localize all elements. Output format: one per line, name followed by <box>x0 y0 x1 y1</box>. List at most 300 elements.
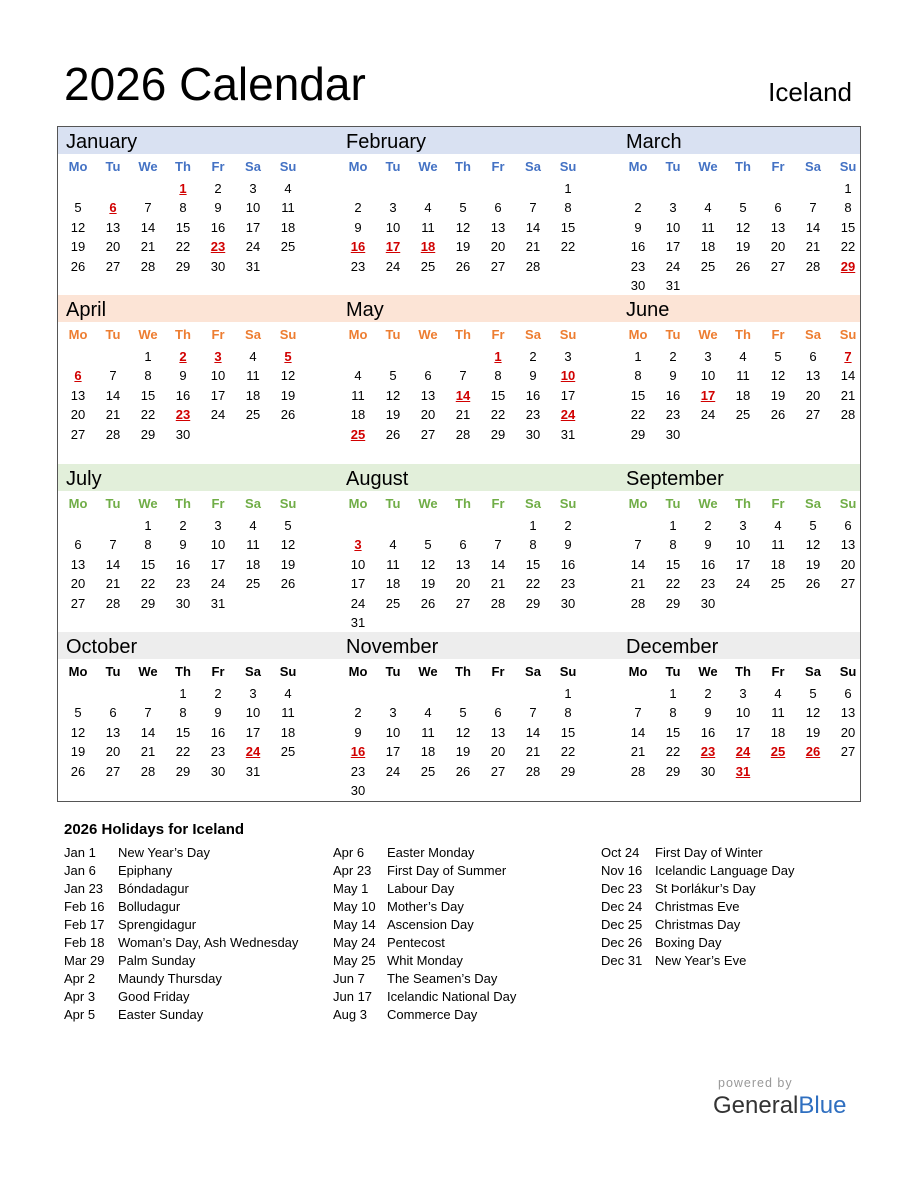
calendar-day: 22 <box>525 576 541 592</box>
calendar-day: 7 <box>634 705 642 721</box>
calendar-day: 18 <box>700 239 716 255</box>
calendar-day: 22 <box>665 576 681 592</box>
calendar-day: 10 <box>210 368 226 384</box>
holiday-name: Icelandic Language Day <box>655 863 795 878</box>
calendar-day: 4 <box>424 705 432 721</box>
weekday-header: Su <box>839 496 857 511</box>
weekday-header: Su <box>839 664 857 679</box>
holidays-title: 2026 Holidays for Iceland <box>64 821 245 838</box>
calendar-day: 16 <box>630 239 646 255</box>
calendar-day: 23 <box>700 576 716 592</box>
calendar-day: 19 <box>70 744 86 760</box>
calendar-day: 22 <box>175 239 191 255</box>
calendar-day: 18 <box>280 724 296 740</box>
calendar-day: 27 <box>70 595 86 611</box>
calendar-day: 14 <box>630 724 646 740</box>
quarter-band <box>58 464 860 491</box>
holiday-name: Bóndadagur <box>118 881 189 896</box>
holiday-date: 14 <box>455 387 471 403</box>
holiday-date: 17 <box>385 239 401 255</box>
weekday-header: Mo <box>628 159 648 174</box>
calendar-day: 20 <box>840 724 856 740</box>
calendar-day: 6 <box>844 518 852 533</box>
calendar-day: 14 <box>140 724 156 740</box>
holiday-date-label: Jan 23 <box>64 881 104 896</box>
calendar-day: 29 <box>665 763 681 779</box>
holiday-date: 24 <box>735 744 751 760</box>
calendar-day: 14 <box>525 219 541 235</box>
weekday-header: Th <box>175 664 191 679</box>
calendar-day: 22 <box>140 407 156 423</box>
calendar-day: 19 <box>420 576 436 592</box>
holiday-row <box>333 862 516 880</box>
calendar-day: 7 <box>809 200 817 216</box>
calendar-day: 20 <box>420 407 436 423</box>
calendar-day: 29 <box>140 426 156 442</box>
holiday-row <box>64 880 298 898</box>
weekday-header: Fr <box>771 159 785 174</box>
calendar-day: 9 <box>354 219 362 235</box>
holiday-row <box>601 934 795 952</box>
quarter-band <box>58 127 860 154</box>
holiday-row <box>64 844 298 862</box>
weekday-header: Th <box>175 327 191 342</box>
calendar-day: 11 <box>351 387 365 403</box>
calendar-day: 12 <box>805 705 821 721</box>
holiday-name: Palm Sunday <box>118 953 196 968</box>
month-name: September <box>626 468 724 490</box>
month-name: February <box>346 131 427 153</box>
holiday-date-label: May 1 <box>333 881 369 896</box>
calendar-day: 30 <box>175 426 191 442</box>
weekday-header: Th <box>455 159 471 174</box>
weekday-header: Fr <box>491 159 505 174</box>
month-name: August <box>346 468 409 490</box>
calendar-day: 15 <box>175 724 191 740</box>
holiday-date: 25 <box>770 744 786 760</box>
weekday-header: Mo <box>348 496 368 511</box>
holiday-name: Ascension Day <box>387 917 474 932</box>
holiday-date: 23 <box>175 407 191 423</box>
holiday-date-label: Apr 6 <box>333 845 365 860</box>
calendar-day: 2 <box>704 518 712 533</box>
calendar-day: 4 <box>424 200 432 216</box>
calendar-day: 17 <box>350 576 366 592</box>
calendar-day: 30 <box>630 278 646 293</box>
calendar-day: 24 <box>210 407 226 423</box>
weekday-header: Su <box>839 159 857 174</box>
quarter-band <box>58 295 860 322</box>
calendar-day: 10 <box>245 200 261 216</box>
holiday-date-label: Apr 23 <box>333 863 372 878</box>
holiday-list-column-1 <box>64 844 298 1024</box>
holiday-name: Easter Monday <box>387 845 475 860</box>
calendar-day: 5 <box>774 349 782 364</box>
calendar-day: 7 <box>494 537 502 553</box>
weekday-header: Fr <box>491 664 505 679</box>
calendar-day: 5 <box>74 705 82 721</box>
calendar-day: 21 <box>525 239 541 255</box>
calendar-day: 25 <box>245 407 261 423</box>
calendar-day: 30 <box>175 595 191 611</box>
calendar-day: 4 <box>249 349 257 364</box>
weekday-header: Sa <box>805 327 821 342</box>
calendar-day: 20 <box>105 744 121 760</box>
country-label: Iceland <box>768 77 852 107</box>
calendar-day: 4 <box>354 368 362 384</box>
calendar-day: 16 <box>700 724 716 740</box>
calendar-day: 1 <box>669 518 677 533</box>
holiday-name: Commerce Day <box>387 1007 478 1022</box>
holiday-name: Maundy Thursday <box>118 971 222 986</box>
calendar-day: 22 <box>840 239 856 255</box>
calendar-day: 16 <box>560 556 576 572</box>
holiday-date-label: Jun 7 <box>333 971 365 986</box>
weekday-header: Fr <box>771 496 785 511</box>
calendar-day: 4 <box>774 518 782 533</box>
calendar-day: 29 <box>525 595 541 611</box>
calendar-day: 7 <box>459 368 467 384</box>
calendar-day: 25 <box>735 407 751 423</box>
calendar-day: 9 <box>564 537 572 553</box>
weekday-header: Th <box>175 159 191 174</box>
weekday-header: Tu <box>665 664 681 679</box>
calendar-day: 2 <box>214 181 222 196</box>
calendar-day: 28 <box>630 763 646 779</box>
weekday-header: Mo <box>348 159 368 174</box>
calendar-day: 18 <box>735 387 751 403</box>
calendar-day: 29 <box>175 763 191 779</box>
weekday-header: Sa <box>245 496 261 511</box>
holiday-date: 16 <box>350 239 366 255</box>
calendar-day: 15 <box>665 724 681 740</box>
calendar-day: 9 <box>214 705 222 721</box>
holiday-date-label: Dec 23 <box>601 881 643 896</box>
weekday-header: Fr <box>491 496 505 511</box>
calendar-day: 19 <box>455 239 471 255</box>
calendar-day: 14 <box>105 556 121 572</box>
holiday-date: 26 <box>805 744 821 760</box>
calendar-day: 10 <box>245 705 261 721</box>
holiday-name: New Year’s Day <box>118 845 211 860</box>
calendar-day: 29 <box>630 426 646 442</box>
holiday-date: 25 <box>350 426 366 442</box>
calendar-day: 27 <box>490 763 506 779</box>
weekday-header: Mo <box>628 327 648 342</box>
holiday-row <box>64 988 298 1006</box>
calendar-day: 13 <box>805 368 821 384</box>
holiday-name: Boxing Day <box>655 935 722 950</box>
calendar-day: 2 <box>354 200 362 216</box>
calendar-day: 16 <box>700 556 716 572</box>
weekday-header: Tu <box>385 327 401 342</box>
calendar-day: 8 <box>634 368 642 384</box>
holiday-row <box>333 844 516 862</box>
holiday-date: 23 <box>210 239 226 255</box>
weekday-header: Th <box>735 496 751 511</box>
calendar-day: 9 <box>704 537 712 553</box>
calendar-day: 30 <box>210 258 226 274</box>
calendar-day: 8 <box>669 705 677 721</box>
calendar-day: 20 <box>840 556 856 572</box>
calendar-day: 22 <box>175 744 191 760</box>
calendar-day: 26 <box>280 407 296 423</box>
calendar-day: 11 <box>771 705 785 721</box>
calendar-day: 21 <box>140 239 156 255</box>
calendar-day: 16 <box>175 387 191 403</box>
weekday-header: We <box>418 159 438 174</box>
calendar-day: 5 <box>284 518 292 533</box>
holiday-name: The Seamen’s Day <box>387 971 498 986</box>
calendar-day: 12 <box>70 219 86 235</box>
calendar-day: 22 <box>665 744 681 760</box>
calendar-day: 21 <box>840 387 856 403</box>
holiday-date-label: Dec 25 <box>601 917 643 932</box>
weekday-header: We <box>698 159 718 174</box>
calendar-day: 23 <box>350 763 366 779</box>
holiday-name: First Day of Winter <box>655 845 763 860</box>
calendar-day: 25 <box>420 763 436 779</box>
weekday-header: Fr <box>771 327 785 342</box>
weekday-header: Su <box>279 664 297 679</box>
calendar-day: 31 <box>560 426 576 442</box>
month-name: May <box>346 299 384 321</box>
calendar-day: 11 <box>736 368 750 384</box>
calendar-day: 17 <box>210 556 226 572</box>
holiday-date-label: Dec 31 <box>601 953 643 968</box>
holiday-date-label: May 25 <box>333 953 376 968</box>
calendar-day: 26 <box>455 258 471 274</box>
calendar-day: 24 <box>665 258 681 274</box>
calendar-day: 2 <box>564 518 572 533</box>
calendar-day: 1 <box>529 518 537 533</box>
calendar-day: 8 <box>179 200 187 216</box>
weekday-header: We <box>418 327 438 342</box>
calendar-day: 4 <box>774 686 782 701</box>
calendar-day: 15 <box>140 387 156 403</box>
calendar-day: 13 <box>105 219 121 235</box>
weekday-header: Su <box>559 327 577 342</box>
holiday-date-label: Dec 26 <box>601 935 643 950</box>
weekday-header: Sa <box>525 159 541 174</box>
calendar-day: 29 <box>490 426 506 442</box>
calendar-day: 6 <box>494 200 502 216</box>
calendar-day: 19 <box>280 556 296 572</box>
calendar-day: 6 <box>844 686 852 701</box>
holiday-name: Easter Sunday <box>118 1007 204 1022</box>
calendar-day: 3 <box>739 518 747 533</box>
calendar-day: 27 <box>105 763 121 779</box>
weekday-header: Tu <box>105 159 121 174</box>
calendar-day: 4 <box>739 349 747 364</box>
calendar-day: 1 <box>179 686 187 701</box>
calendar-day: 26 <box>70 258 86 274</box>
weekday-header: Tu <box>105 496 121 511</box>
calendar-day: 29 <box>560 763 576 779</box>
calendar-day: 12 <box>455 724 471 740</box>
weekday-header: Fr <box>491 327 505 342</box>
calendar-day: 25 <box>385 595 401 611</box>
calendar-day: 27 <box>770 258 786 274</box>
holiday-list-column-3 <box>601 844 795 970</box>
calendar-day: 5 <box>809 686 817 701</box>
holiday-date: 16 <box>350 744 366 760</box>
calendar-grid <box>57 126 861 802</box>
calendar-day: 15 <box>665 556 681 572</box>
calendar-day: 15 <box>140 556 156 572</box>
month-name: October <box>66 636 138 658</box>
calendar-day: 15 <box>630 387 646 403</box>
holiday-date-label: Nov 16 <box>601 863 643 878</box>
calendar-day: 22 <box>560 239 576 255</box>
calendar-day: 26 <box>385 426 401 442</box>
weekday-header: We <box>418 496 438 511</box>
calendar-day: 30 <box>700 763 716 779</box>
calendar-day: 23 <box>350 258 366 274</box>
calendar-day: 14 <box>105 387 121 403</box>
holiday-row <box>64 934 298 952</box>
holiday-name: Whit Monday <box>387 953 463 968</box>
weekday-header: Th <box>455 496 471 511</box>
calendar-day: 16 <box>210 724 226 740</box>
calendar-day: 14 <box>490 556 506 572</box>
calendar-day: 10 <box>210 537 226 553</box>
brand-logo[interactable] <box>713 1092 846 1120</box>
calendar-day: 20 <box>455 576 471 592</box>
holiday-date: 3 <box>354 537 362 553</box>
holiday-date-label: Feb 17 <box>64 917 105 932</box>
calendar-day: 10 <box>700 368 716 384</box>
holiday-date-label: Apr 3 <box>64 989 96 1004</box>
calendar-day: 7 <box>109 537 117 553</box>
month-name: March <box>626 131 682 153</box>
calendar-day: 20 <box>105 239 121 255</box>
calendar-day: 28 <box>105 595 121 611</box>
month-name: April <box>66 299 107 321</box>
calendar-day: 19 <box>70 239 86 255</box>
calendar-day: 30 <box>210 763 226 779</box>
calendar-day: 24 <box>350 595 366 611</box>
calendar-day: 2 <box>704 686 712 701</box>
holiday-date: 18 <box>420 239 436 255</box>
calendar-day: 25 <box>245 576 261 592</box>
holiday-date-label: Mar 29 <box>64 953 105 968</box>
holiday-row <box>333 988 516 1006</box>
month-name: July <box>66 468 102 490</box>
weekday-header: Fr <box>771 664 785 679</box>
calendar-day: 22 <box>560 744 576 760</box>
calendar-day: 7 <box>529 200 537 216</box>
weekday-header: Mo <box>68 327 88 342</box>
calendar-day: 12 <box>70 724 86 740</box>
calendar-day: 8 <box>844 200 852 216</box>
calendar-day: 30 <box>560 595 576 611</box>
calendar-day: 24 <box>385 258 401 274</box>
calendar-day: 24 <box>385 763 401 779</box>
calendar-day: 3 <box>249 181 257 196</box>
calendar-day: 10 <box>665 219 681 235</box>
holiday-name: Labour Day <box>387 881 455 896</box>
calendar-day: 23 <box>175 576 191 592</box>
calendar-day: 28 <box>805 258 821 274</box>
calendar-day: 1 <box>669 686 677 701</box>
calendar-day: 3 <box>389 705 397 721</box>
holiday-date-label: May 14 <box>333 917 376 932</box>
calendar-day: 5 <box>809 518 817 533</box>
weekday-header: Sa <box>245 159 261 174</box>
weekday-header: Sa <box>805 664 821 679</box>
calendar-day: 12 <box>280 368 296 384</box>
calendar-day: 10 <box>735 537 751 553</box>
holiday-list-column-2 <box>333 844 516 1024</box>
weekday-header: Su <box>839 327 857 342</box>
weekday-header: Mo <box>68 496 88 511</box>
calendar-day: 14 <box>630 556 646 572</box>
calendar-day: 19 <box>735 239 751 255</box>
calendar-day: 12 <box>805 537 821 553</box>
calendar-day: 9 <box>634 219 642 235</box>
calendar-day: 3 <box>389 200 397 216</box>
calendar-day: 6 <box>809 349 817 364</box>
calendar-day: 31 <box>665 278 681 293</box>
calendar-day: 28 <box>525 763 541 779</box>
holiday-date-label: Aug 3 <box>333 1007 367 1022</box>
calendar-day: 24 <box>735 576 751 592</box>
calendar-day: 25 <box>770 576 786 592</box>
calendar-day: 3 <box>704 349 712 364</box>
weekday-header: Sa <box>525 496 541 511</box>
month-name: June <box>626 299 670 321</box>
holiday-date: 6 <box>109 200 117 216</box>
calendar-day: 7 <box>144 200 152 216</box>
calendar-day: 25 <box>280 239 296 255</box>
holiday-row <box>333 970 516 988</box>
calendar-day: 21 <box>490 576 506 592</box>
holiday-row <box>64 862 298 880</box>
quarter-band <box>58 632 860 659</box>
weekday-header: Tu <box>385 496 401 511</box>
holiday-row <box>333 934 516 952</box>
weekday-header: Th <box>455 664 471 679</box>
calendar-day: 9 <box>179 368 187 384</box>
holiday-date-label: Oct 24 <box>601 845 640 860</box>
calendar-day: 21 <box>805 239 821 255</box>
calendar-day: 26 <box>735 258 751 274</box>
weekday-header: Th <box>735 327 751 342</box>
calendar-day: 22 <box>140 576 156 592</box>
weekday-header: Fr <box>211 327 225 342</box>
calendar-day: 7 <box>109 368 117 384</box>
calendar-day: 29 <box>140 595 156 611</box>
calendar-day: 17 <box>735 724 751 740</box>
calendar-day: 2 <box>634 200 642 216</box>
calendar-day: 11 <box>246 537 260 553</box>
calendar-day: 18 <box>420 744 436 760</box>
holiday-name: First Day of Summer <box>387 863 507 878</box>
calendar-day: 21 <box>525 744 541 760</box>
calendar-day: 24 <box>700 407 716 423</box>
calendar-day: 18 <box>385 576 401 592</box>
calendar-day: 15 <box>560 219 576 235</box>
calendar-day: 13 <box>70 556 86 572</box>
calendar-day: 1 <box>564 181 572 196</box>
calendar-day: 26 <box>455 763 471 779</box>
calendar-day: 5 <box>424 537 432 553</box>
calendar-day: 27 <box>840 744 856 760</box>
holiday-row <box>333 898 516 916</box>
holiday-date: 17 <box>700 387 716 403</box>
calendar-day: 15 <box>840 219 856 235</box>
